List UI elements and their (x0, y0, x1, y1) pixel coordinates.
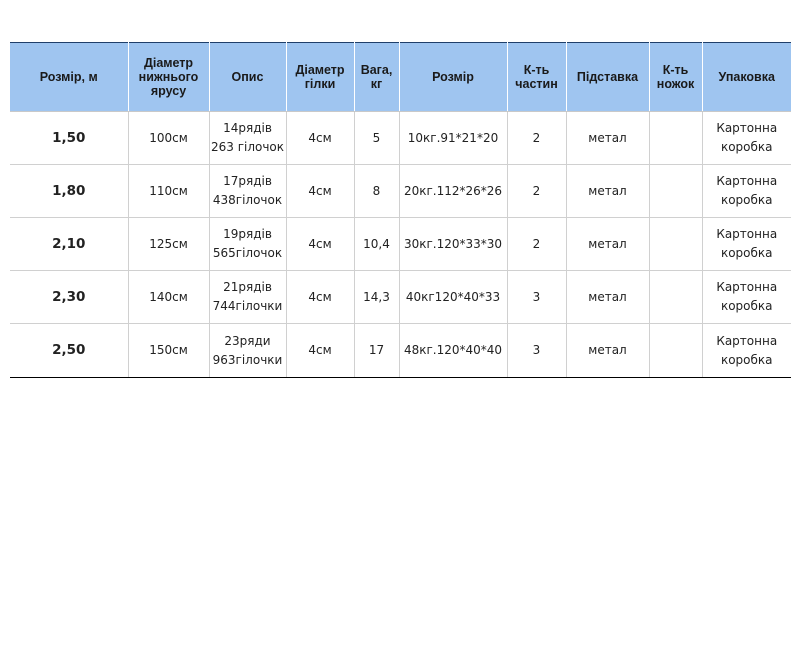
table-row (10, 165, 791, 218)
cell-weight: 14,3 (354, 271, 399, 324)
cell-packaging (702, 112, 791, 165)
header-description: Опис (209, 43, 286, 112)
cell-legs (649, 271, 702, 324)
header-weight: Вага, кг (354, 43, 399, 112)
cell-stand: метал (566, 165, 649, 218)
cell-size: 2,10 (10, 218, 128, 271)
cell-weight: 8 (354, 165, 399, 218)
cell-weight: 5 (354, 112, 399, 165)
header-stand: Підставка (566, 43, 649, 112)
cell-dimensions: 40кг120*40*33 (399, 271, 507, 324)
cell-legs (649, 112, 702, 165)
packaging-line-2: коробка (720, 299, 773, 313)
header-packaging: Упаковка (702, 43, 791, 112)
cell-branch-diameter: 4см (286, 324, 354, 378)
cell-weight: 17 (354, 324, 399, 378)
cell-legs (649, 218, 702, 271)
cell-packaging (702, 218, 791, 271)
cell-packaging (702, 324, 791, 378)
cell-size: 1,50 (10, 112, 128, 165)
packaging-line-1: Картонна (716, 280, 778, 294)
cell-dimensions: 30кг.120*33*30 (399, 218, 507, 271)
cell-description (209, 112, 286, 165)
cell-parts: 2 (507, 112, 566, 165)
description-rows: 23ряди (224, 333, 271, 348)
cell-branch-diameter: 4см (286, 271, 354, 324)
cell-packaging (702, 165, 791, 218)
table-row (10, 112, 791, 165)
packaging-line-2: коробка (720, 140, 773, 154)
description-branches: 565гілочок (212, 246, 283, 260)
cell-size: 2,50 (10, 324, 128, 378)
cell-description (209, 218, 286, 271)
header-size: Розмір, м (10, 43, 128, 112)
cell-branch-diameter: 4см (286, 218, 354, 271)
header-dimensions: Розмір (399, 43, 507, 112)
description-rows: 14рядів (223, 121, 272, 135)
cell-stand: метал (566, 271, 649, 324)
packaging-line-2: коробка (720, 193, 773, 207)
header-lower-diameter: Діаметр нижнього ярусу (128, 43, 209, 112)
cell-dimensions: 10кг.91*21*20 (399, 112, 507, 165)
cell-dimensions: 48кг.120*40*40 (399, 324, 507, 378)
header-branch-diameter: Діаметр гілки (286, 43, 354, 112)
cell-description (209, 324, 286, 378)
header-parts: К-ть частин (507, 43, 566, 112)
table-row (10, 218, 791, 271)
cell-branch-diameter: 4см (286, 165, 354, 218)
cell-branch-diameter: 4см (286, 112, 354, 165)
cell-legs (649, 165, 702, 218)
cell-size: 2,30 (10, 271, 128, 324)
packaging-line-1: Картонна (716, 227, 778, 241)
cell-lower-diameter: 150см (128, 324, 209, 378)
cell-description (209, 165, 286, 218)
cell-stand: метал (566, 324, 649, 378)
cell-packaging (702, 271, 791, 324)
cell-dimensions: 20кг.112*26*26 (399, 165, 507, 218)
cell-description (209, 271, 286, 324)
cell-parts: 3 (507, 271, 566, 324)
cell-lower-diameter: 100см (128, 112, 209, 165)
description-rows: 19рядів (223, 227, 272, 241)
cell-stand: метал (566, 112, 649, 165)
cell-lower-diameter: 140см (128, 271, 209, 324)
description-rows: 17рядів (223, 174, 272, 188)
packaging-line-2: коробка (720, 246, 773, 260)
cell-stand: метал (566, 218, 649, 271)
packaging-line-2: коробка (720, 352, 773, 367)
packaging-line-1: Картонна (716, 333, 778, 348)
cell-size: 1,80 (10, 165, 128, 218)
description-branches: 963гілочки (212, 352, 283, 367)
cell-parts: 2 (507, 165, 566, 218)
cell-weight: 10,4 (354, 218, 399, 271)
cell-lower-diameter: 110см (128, 165, 209, 218)
cell-lower-diameter: 125см (128, 218, 209, 271)
table-row (10, 271, 791, 324)
packaging-line-1: Картонна (716, 174, 778, 188)
specs-table (10, 42, 791, 378)
description-branches: 263 гілочок (210, 140, 285, 154)
description-rows: 21рядів (223, 280, 272, 294)
description-branches: 438гілочок (212, 193, 283, 207)
cell-legs (649, 324, 702, 378)
description-branches: 744гілочки (212, 299, 283, 313)
packaging-line-1: Картонна (716, 121, 778, 135)
cell-parts: 2 (507, 218, 566, 271)
header-legs: К-ть ножок (649, 43, 702, 112)
header-row (10, 43, 791, 112)
cell-parts: 3 (507, 324, 566, 378)
table-row (10, 324, 791, 378)
